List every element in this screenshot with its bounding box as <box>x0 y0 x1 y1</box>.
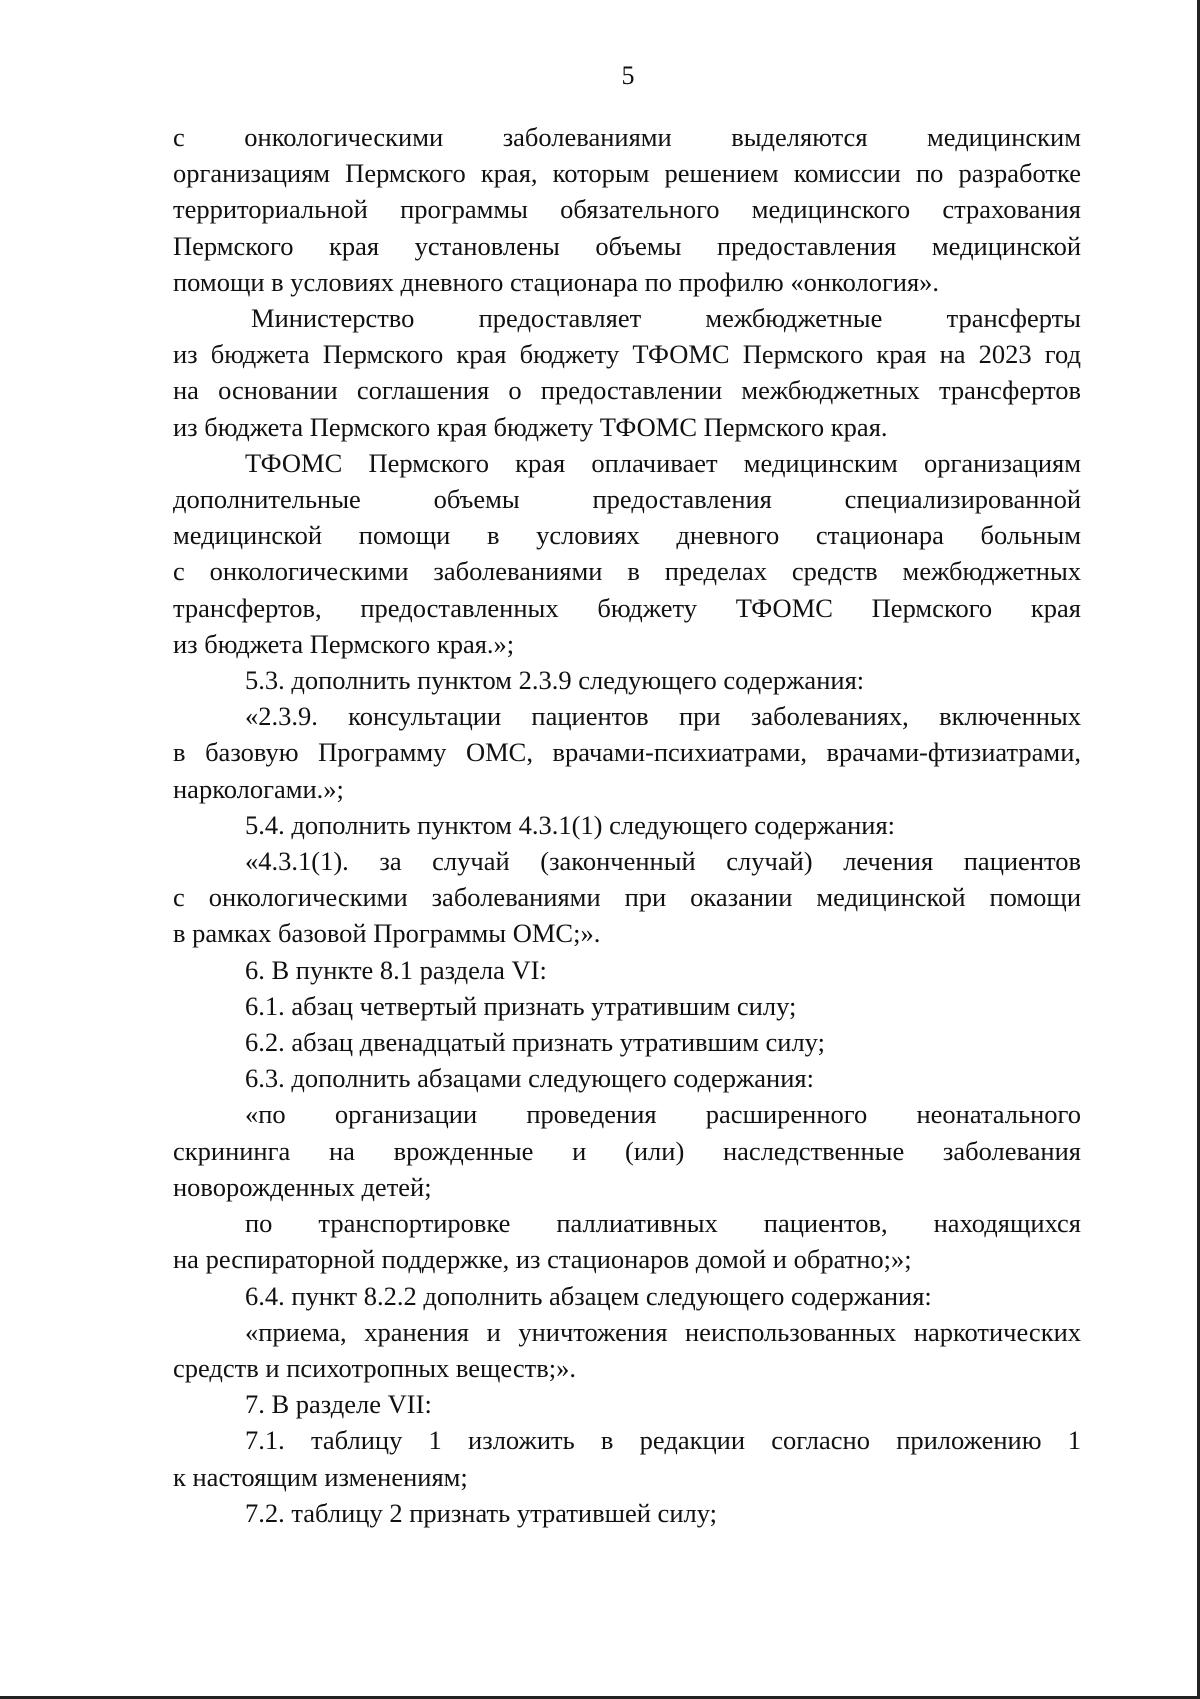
text-line: из бюджета Пермского края.»; <box>173 628 515 659</box>
text-line: из бюджета Пермского края бюджету ТФОМС Пермского края на 2023 год <box>173 339 1081 370</box>
text-line: 6.4. пункт 8.2.2 дополнить абзацем следующего содержания: <box>245 1280 932 1311</box>
paragraph <box>173 1314 1081 1386</box>
paragraph <box>173 1422 1081 1494</box>
text-line: «4.3.1(1). за случай (законченный случай) лечения пациентов <box>245 846 1081 877</box>
text-line: Министерство предоставляет межбюджетные трансферты <box>251 303 1081 334</box>
paragraph <box>173 300 1081 445</box>
text-line: из бюджета Пермского края бюджету ТФОМС Пермского края. <box>173 411 888 442</box>
paragraph <box>173 662 1081 698</box>
paragraph <box>173 952 1081 988</box>
paragraph <box>173 698 1081 807</box>
text-line: 6. В пункте 8.1 раздела VI: <box>245 954 547 985</box>
text-line: с онкологическими заболеваниями при оказании медицинской помощи <box>173 882 1081 913</box>
text-line: 7. В разделе VII: <box>245 1389 432 1420</box>
text-line: к настоящим изменениям; <box>173 1461 468 1492</box>
text-line: скрининга на врожденные и (или) наследственные заболевания <box>173 1135 1081 1166</box>
text-line: новорожденных детей; <box>173 1171 432 1202</box>
text-line: на основании соглашения о предоставлении межбюджетных трансфертов <box>173 375 1081 406</box>
text-line: помощи в условиях дневного стационара по профилю «онкология». <box>173 266 940 297</box>
paragraph <box>173 1024 1081 1060</box>
text-line: в рамках базовой Программы ОМС;». <box>173 918 601 949</box>
text-line: 6.1. абзац четвертый признать утратившим силу; <box>245 990 797 1021</box>
paragraph <box>173 119 1081 300</box>
text-line: по транспортировке паллиативных пациентов, находящихся <box>245 1208 1081 1239</box>
text-line: на респираторной поддержке, из стационаров домой и обратно;»; <box>173 1244 912 1275</box>
paragraph <box>173 1060 1081 1096</box>
document-body <box>173 119 1081 1531</box>
text-line: в базовую Программу ОМС, врачами-психиатрами, врачами-фтизиатрами, <box>173 737 1081 768</box>
paragraph <box>173 807 1081 843</box>
text-line: с онкологическими заболеваниями выделяются медицинским <box>173 122 1081 152</box>
text-line: территориальной программы обязательного медицинского страхования <box>173 194 1081 225</box>
text-line: 6.3. дополнить абзацами следующего содержания: <box>245 1063 814 1094</box>
text-line: ТФОМС Пермского края оплачивает медицинским организациям <box>245 447 1081 478</box>
paragraph <box>173 1278 1081 1314</box>
paragraph <box>173 988 1081 1024</box>
text-line: Пермского края установлены объемы предоставления медицинской <box>173 230 1081 261</box>
text-line: 7.1. таблицу 1 изложить в редакции согласно приложению 1 <box>245 1425 1081 1456</box>
text-line: 5.3. дополнить пунктом 2.3.9 следующего содержания: <box>245 665 865 696</box>
paragraph <box>173 1205 1081 1277</box>
text-line: средств и психотропных веществ;». <box>173 1352 576 1383</box>
text-line: 6.2. абзац двенадцатый признать утратившим силу; <box>245 1027 825 1058</box>
text-line: с онкологическими заболеваниями в пределах средств межбюджетных <box>173 556 1081 587</box>
paragraph <box>173 445 1081 662</box>
text-line: «по организации проведения расширенного неонатального <box>245 1099 1081 1130</box>
text-line: «приема, хранения и уничтожения неиспользованных наркотических <box>245 1316 1081 1347</box>
text-line: «2.3.9. консультации пациентов при заболеваниях, включенных <box>245 701 1081 732</box>
paragraph <box>173 1386 1081 1422</box>
text-line: организациям Пермского края, которым решением комиссии по разработке <box>173 158 1081 189</box>
page-number: 5 <box>621 61 635 90</box>
paragraph <box>173 1096 1081 1205</box>
text-line: наркологами.»; <box>173 773 344 804</box>
paragraph <box>173 1495 1081 1531</box>
text-line: дополнительные объемы предоставления специализированной <box>173 484 1081 515</box>
text-line: 5.4. дополнить пунктом 4.3.1(1) следующего содержания: <box>245 809 896 840</box>
text-line: трансфертов, предоставленных бюджету ТФОМС Пермского края <box>173 592 1081 623</box>
text-line: медицинской помощи в условиях дневного стационара больным <box>173 520 1081 551</box>
paragraph <box>173 843 1081 952</box>
text-line: 7.2. таблицу 2 признать утратившей силу; <box>245 1497 717 1528</box>
